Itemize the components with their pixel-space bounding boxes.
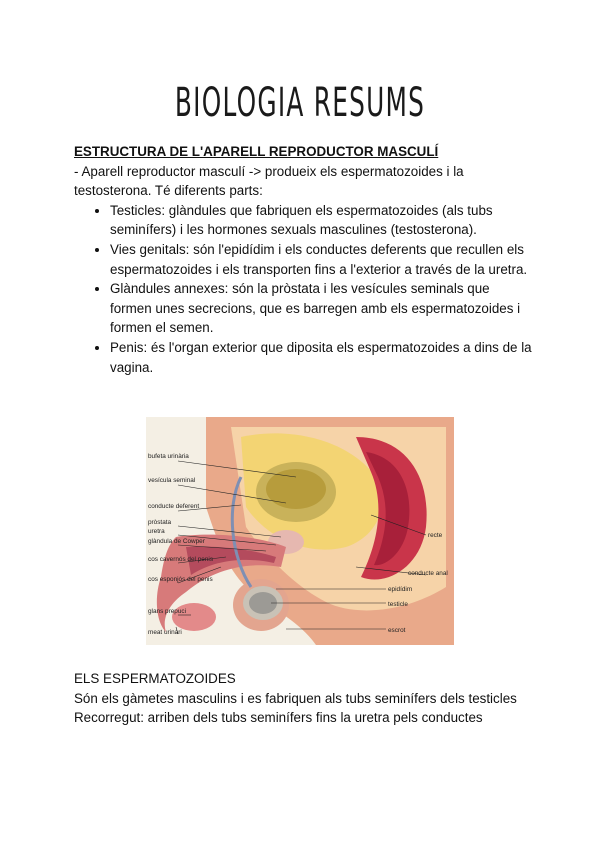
intro-paragraph: - Aparell reproductor masculí -> produeix els espermatozoides i la testosterona. Té diferents parts: bbox=[74, 163, 464, 199]
list-item-penis: • Penis: és l'organ exterior que diposita els espermatozoides a dins de la vagina. bbox=[110, 338, 534, 377]
section-espermatozoides bbox=[74, 669, 554, 728]
label-epididim: epidídim bbox=[388, 586, 413, 593]
anatomy-illustration bbox=[146, 417, 454, 645]
label-meat-urinari: meat urinari bbox=[148, 629, 182, 636]
label-conducte-anal: conducte anal bbox=[408, 570, 448, 577]
paragraph-line-2: Recorregut: arriben dels tubs seminífers fins la uretra pels conductes bbox=[74, 710, 483, 726]
label-testicle: testicle bbox=[388, 601, 408, 608]
page-title: BIOLOGIA RESUMS bbox=[174, 80, 426, 126]
list-item-glandules-annexes: • Glàndules annexes: són la pròstata i les vesícules seminals que formen unes secrecions, que es barregen amb els espermatozoides i formen el semen. bbox=[110, 279, 534, 338]
label-escrot: escrot bbox=[388, 627, 406, 634]
label-glans-prepuci: glans prepuci bbox=[148, 608, 187, 615]
label-conducte-deferent: conducte deferent bbox=[148, 503, 200, 510]
label-glandula-cowper: glàndula de Cowper bbox=[148, 538, 205, 545]
list-item-testicles: • Testicles: glàndules que fabriquen els espermatozoides (als tubs seminífers) i les hormones sexuals masculines (testosterona). bbox=[110, 201, 534, 240]
label-recte: recte bbox=[428, 532, 443, 539]
label-prostata: pròstata bbox=[148, 519, 172, 526]
paragraph-line-1: Són els gàmetes masculins i es fabriquen als tubs seminífers dels testicles bbox=[74, 690, 517, 706]
list-item-vies-genitals: • Vies genitals: són l'epidídim i els conductes deferents que recullen els espermatozoides i els transporten fins a l'exterior a través de la uretra. bbox=[110, 240, 534, 279]
section-structure bbox=[74, 142, 534, 377]
label-cos-cavernos: cos cavernós del penis bbox=[148, 556, 214, 563]
label-bufeta: bufeta urinària bbox=[148, 453, 189, 460]
label-vesicula: vesícula seminal bbox=[148, 477, 196, 484]
section-heading-2: ELS ESPERMATOZOIDES bbox=[74, 671, 236, 686]
anatomy-drawing bbox=[146, 417, 454, 645]
parts-list bbox=[74, 201, 534, 377]
section-heading: ESTRUCTURA DE L'APARELL REPRODUCTOR MASCULÍ bbox=[74, 144, 439, 159]
label-cos-esponjos: cos esponjós del penis bbox=[148, 576, 213, 583]
label-uretra: uretra bbox=[148, 528, 165, 535]
